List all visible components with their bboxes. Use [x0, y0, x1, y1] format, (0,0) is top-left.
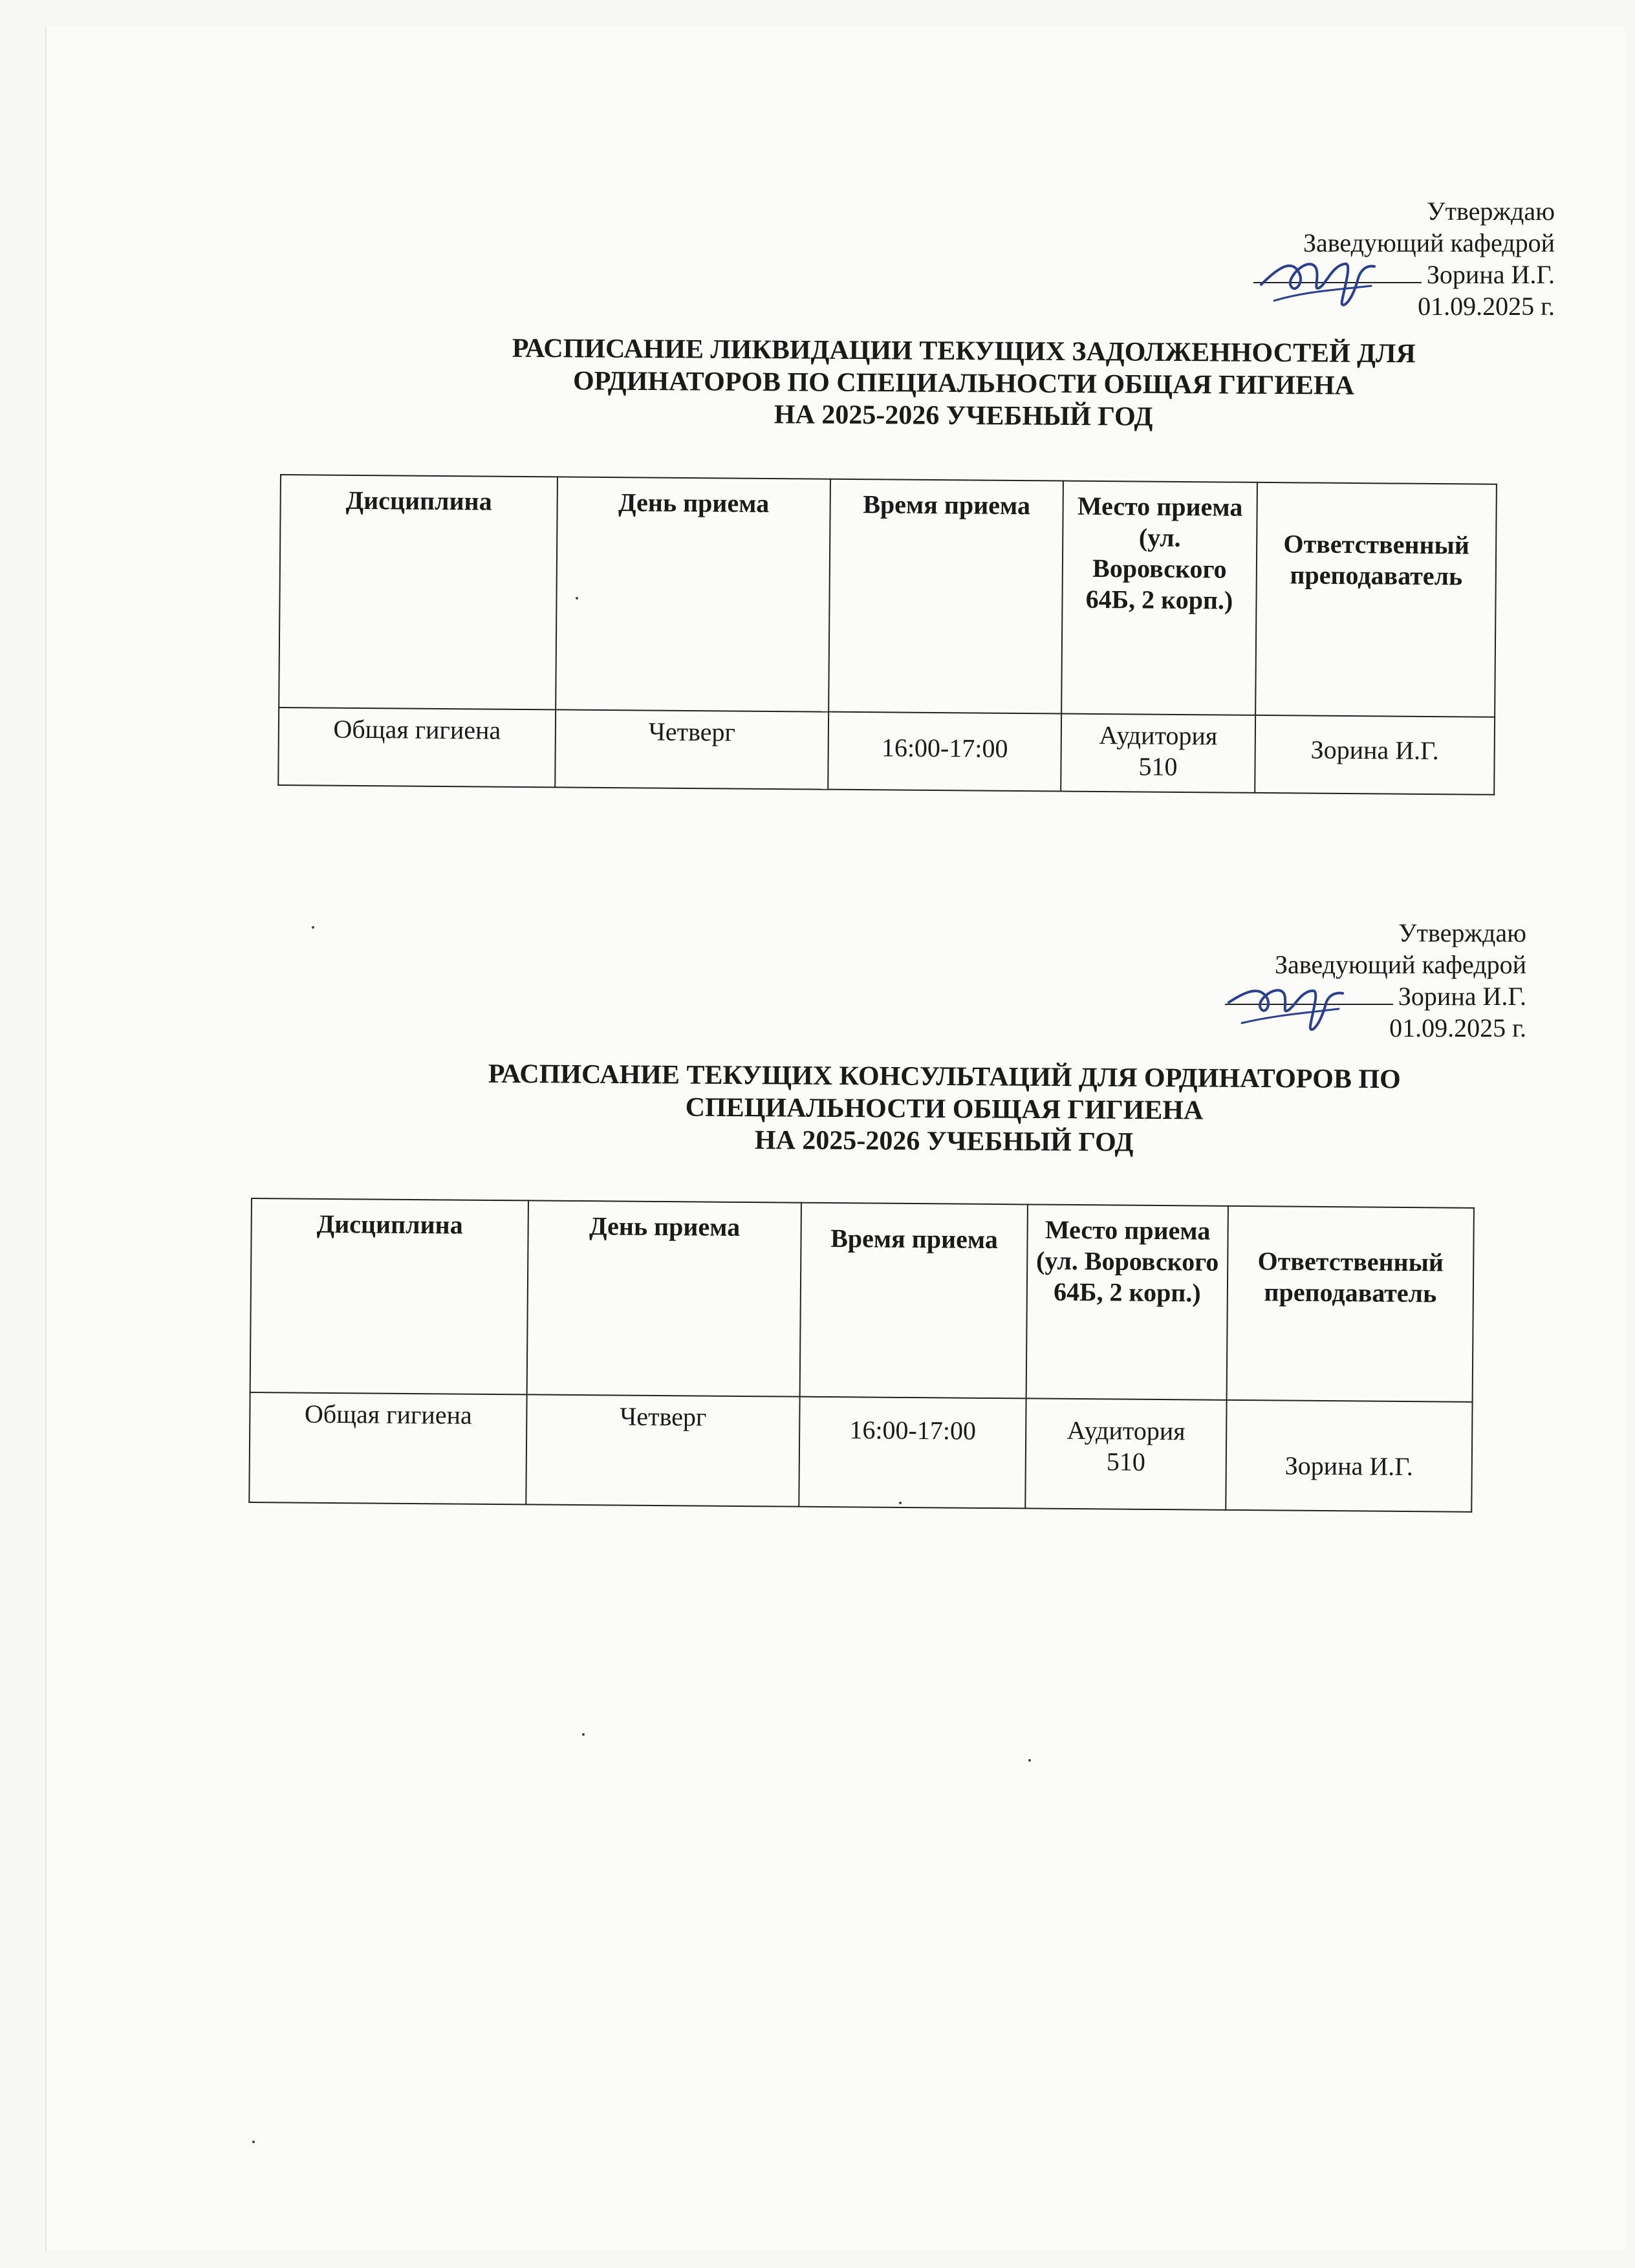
scan-speck: [576, 597, 578, 599]
cell-discipline: Общая гигиена: [278, 707, 556, 787]
handwritten-signature-2: [1222, 964, 1345, 1041]
handwritten-signature-1: [1255, 239, 1378, 317]
title-line: НА 2025-2026 УЧЕБНЫЙ ГОД: [774, 400, 1153, 432]
cell-teacher: Зорина И.Г.: [1226, 1400, 1472, 1512]
header-day: День приема: [527, 1200, 801, 1396]
scan-speck: [312, 926, 314, 929]
header-location: Место приема (ул. Воровского 64Б, 2 корп.): [1061, 481, 1257, 715]
approval-heading: Утверждаю: [1427, 197, 1555, 226]
header-time: Время приема: [800, 1203, 1028, 1399]
cell-discipline: Общая гигиена: [249, 1392, 526, 1504]
header-discipline: Дисциплина: [279, 475, 558, 709]
cell-location: Аудитория 510: [1025, 1398, 1226, 1509]
cell-day: Четверг: [526, 1394, 799, 1506]
header-time: Время приема: [828, 479, 1063, 714]
title-line: НА 2025-2026 УЧЕБНЫЙ ГОД: [754, 1125, 1134, 1158]
title-line: ОРДИНАТОРОВ ПО СПЕЦИАЛЬНОСТИ ОБЩАЯ ГИГИЕНА: [572, 366, 1355, 401]
title-line: РАСПИСАНИЕ ЛИКВИДАЦИИ ТЕКУЩИХ ЗАДОЛЖЕННОСТЕЙ ДЛЯ: [512, 333, 1416, 369]
table-row: [249, 1392, 1472, 1512]
cell-location: Аудитория 510: [1061, 714, 1255, 793]
header-location: Место приема (ул. Воровского 64Б, 2 корп.): [1026, 1204, 1228, 1399]
approval-date: 01.09.2025 г.: [1418, 292, 1555, 321]
scan-speck: [252, 2141, 255, 2143]
title-line: СПЕЦИАЛЬНОСТИ ОБЩАЯ ГИГИЕНА: [685, 1092, 1204, 1126]
schedule-title-1: [323, 331, 1605, 436]
scan-speck: [582, 1733, 585, 1736]
cell-time: 16:00-17:00: [799, 1397, 1026, 1509]
header-discipline: Дисциплина: [250, 1198, 528, 1394]
approver-name: Зорина И.Г.: [1398, 982, 1526, 1011]
header-day: День приема: [556, 477, 830, 711]
header-teacher: Ответственный преподаватель: [1255, 482, 1497, 717]
approval-heading: Утверждаю: [1398, 918, 1526, 947]
schedule-table-1: [277, 474, 1497, 795]
header-teacher: Ответственный преподаватель: [1227, 1206, 1474, 1402]
table-header-row: [250, 1198, 1474, 1402]
approval-date: 01.09.2025 г.: [1389, 1013, 1526, 1042]
scan-speck: [1028, 1759, 1031, 1762]
schedule-title-2: [304, 1057, 1585, 1161]
cell-time: 16:00-17:00: [828, 712, 1061, 792]
cell-teacher: Зорина И.Г.: [1255, 715, 1495, 795]
approval-position: Заведующий кафедрой: [1303, 228, 1555, 257]
table-header-row: [279, 475, 1497, 717]
title-line: РАСПИСАНИЕ ТЕКУЩИХ КОНСУЛЬТАЦИЙ ДЛЯ ОРДИНАТОРОВ ПО: [488, 1059, 1401, 1095]
approver-name: Зорина И.Г.: [1426, 260, 1555, 289]
scan-speck: [899, 1502, 902, 1504]
approval-position: Заведующий кафедрой: [1274, 950, 1526, 979]
table-row: [278, 707, 1495, 795]
cell-day: Четверг: [555, 709, 828, 789]
schedule-table-2: [248, 1198, 1475, 1513]
